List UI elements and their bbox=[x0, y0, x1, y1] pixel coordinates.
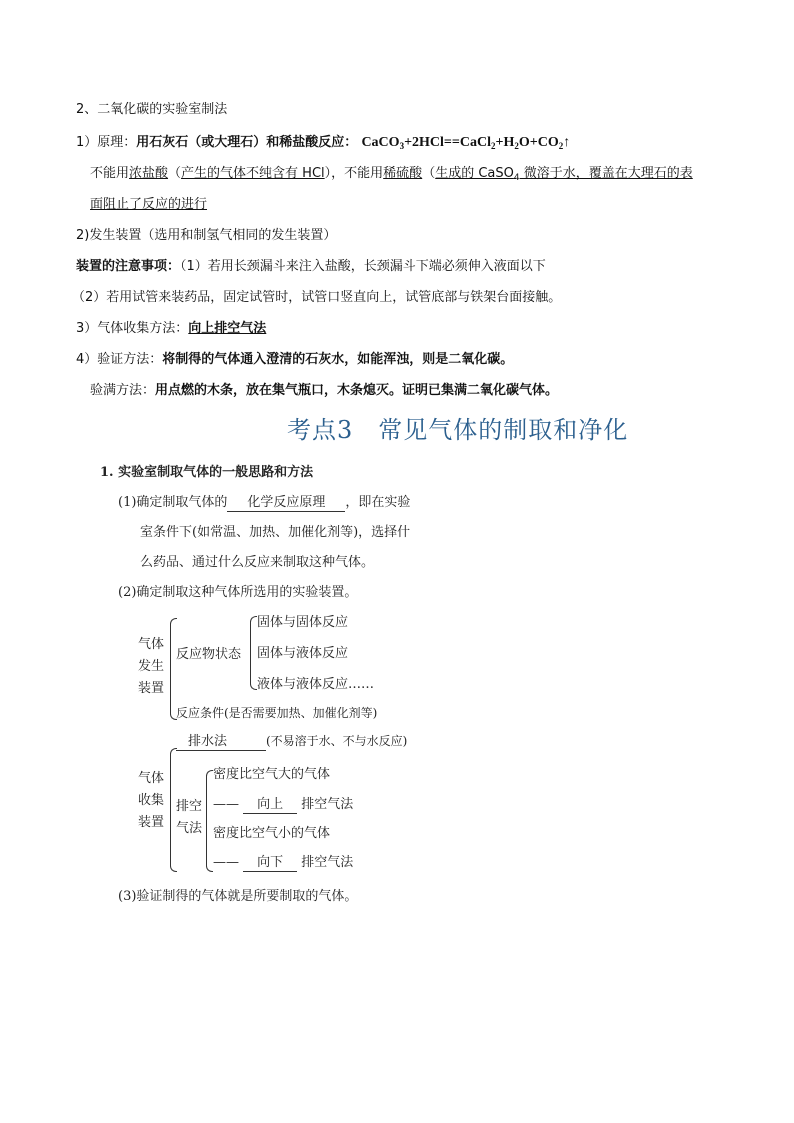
blank-down: 向下 bbox=[243, 855, 297, 872]
scanned-figure bbox=[98, 458, 438, 918]
scan-step-3: (3)验证制得的气体就是所要制取的气体。 bbox=[118, 889, 358, 904]
note-h: 生成的 CaSO$_4$ 微溶于水，覆盖在大理石的表 bbox=[435, 166, 693, 183]
gen-label-2: 发生 bbox=[138, 659, 165, 674]
caution-line-1 bbox=[76, 257, 546, 277]
note-a: 不能用 bbox=[90, 166, 130, 181]
note-b: 浓盐酸 bbox=[129, 166, 169, 181]
state-brace bbox=[250, 616, 257, 690]
dense-heavier: 密度比空气大的气体 bbox=[213, 767, 331, 782]
note-g: （ bbox=[422, 166, 436, 181]
water-line bbox=[176, 732, 407, 751]
note-line-1 bbox=[90, 164, 693, 184]
col-label-2: 收集 bbox=[138, 793, 165, 808]
col-label-1: 气体 bbox=[138, 771, 165, 786]
section-title: 2、二氧化碳的实验室制法 bbox=[76, 102, 228, 117]
note-line-2: 面阻止了反应的进行 bbox=[90, 197, 208, 212]
collect-method: 向上排空气法 bbox=[188, 321, 267, 336]
air-method-2: 排空气法 bbox=[301, 855, 354, 870]
reaction-formula: $CaCO_3+2HCl==CaCl_2+H_2O+CO_2↑$ bbox=[361, 135, 571, 151]
principle-prefix: 1）原理： bbox=[76, 135, 137, 150]
step1-pre: (1)确定制取气体的 bbox=[118, 495, 228, 510]
apparatus-line: 2)发生装置（选用和制氢气相同的发生装置） bbox=[76, 228, 337, 243]
principle-bold: 用石灰石（或大理石）和稀盐酸反应： bbox=[136, 135, 358, 150]
air-method-1: 排空气法 bbox=[301, 797, 354, 812]
col-label-3: 装置 bbox=[138, 815, 165, 830]
kaodian-heading: 考点3 常见气体的制取和净化 bbox=[287, 416, 629, 444]
down-line bbox=[213, 854, 353, 872]
full-text: 用点燃的木条，放在集气瓶口，木条熄灭。证明已集满二氧化碳气体。 bbox=[155, 383, 559, 398]
state-1: 固体与固体反应 bbox=[257, 615, 349, 630]
gen-label-3: 装置 bbox=[138, 681, 165, 696]
scan-item-1: 1. 实验室制取气体的一般思路和方法 bbox=[100, 465, 314, 480]
dash-1: —— bbox=[213, 797, 239, 812]
verify-text: 将制得的气体通入澄清的石灰水，如能浑浊，则是二氧化碳。 bbox=[162, 352, 514, 367]
caution-1: （1）若用长颈漏斗来注入盐酸，长颈漏斗下端必须伸入液面以下 bbox=[180, 259, 546, 274]
up-line bbox=[213, 796, 353, 814]
dash-2: —— bbox=[213, 855, 239, 870]
full-check-line bbox=[90, 381, 558, 401]
gen-label bbox=[138, 634, 164, 700]
air-brace bbox=[206, 770, 213, 872]
scan-step-1-line3: 么药品、通过什么反应来制取这种气体。 bbox=[140, 555, 375, 570]
scan-step-1 bbox=[118, 494, 410, 512]
reaction-condition: 反应条件(是否需要加热、加催化剂等) bbox=[176, 706, 378, 720]
verify-line bbox=[76, 350, 513, 370]
state-3: 液体与液体反应…… bbox=[257, 677, 375, 692]
air-label-1: 排空 bbox=[176, 799, 203, 814]
note-c: （ bbox=[168, 166, 182, 181]
principle-line bbox=[76, 133, 570, 153]
col-label bbox=[138, 768, 164, 834]
full-prefix: 验满方法： bbox=[90, 383, 156, 398]
air-label bbox=[176, 796, 202, 840]
step1-post: ，即在实验 bbox=[345, 495, 411, 510]
verify-prefix: 4）验证方法： bbox=[76, 352, 163, 367]
note-d: 产生的气体不纯含有 HCl bbox=[181, 166, 325, 181]
caution-label: 装置的注意事项： bbox=[76, 259, 181, 274]
blank-up: 向上 bbox=[243, 797, 297, 814]
state-2: 固体与液体反应 bbox=[257, 646, 349, 661]
air-label-2: 气法 bbox=[176, 821, 203, 836]
blank-water: 排水法 bbox=[176, 734, 266, 751]
collect-line bbox=[76, 319, 266, 339]
reactant-state: 反应物状态 bbox=[176, 647, 242, 662]
caution-line-2: （2）若用试管来装药品，固定试管时，试管口竖直向上，试管底部与铁架台面接触。 bbox=[72, 290, 562, 305]
blank-principle: 化学反应原理 bbox=[227, 495, 345, 512]
note-e: ），不能用 bbox=[324, 166, 384, 181]
dense-lighter: 密度比空气小的气体 bbox=[213, 826, 331, 841]
water-note: (不易溶于水、不与水反应) bbox=[266, 734, 408, 748]
scan-step-2: (2)确定制取这种气体所选用的实验装置。 bbox=[118, 585, 358, 600]
gen-label-1: 气体 bbox=[138, 637, 165, 652]
note-f: 稀硫酸 bbox=[383, 166, 423, 181]
collect-prefix: 3）气体收集方法： bbox=[76, 321, 189, 336]
scan-step-1-line2: 室条件下(如常温、加热、加催化剂等)，选择什 bbox=[140, 525, 411, 540]
